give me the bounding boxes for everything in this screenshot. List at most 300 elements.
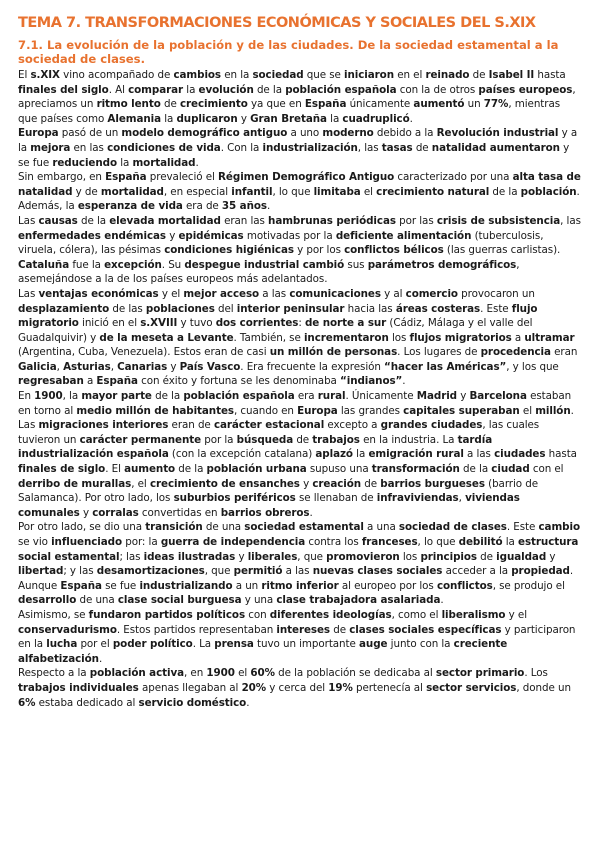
text-run: de bbox=[412, 141, 432, 154]
text-run: , que bbox=[297, 550, 327, 563]
text-run: Las bbox=[18, 214, 39, 227]
text-run: la bbox=[161, 112, 177, 125]
text-run: Por otro lado, se dio una bbox=[18, 521, 146, 534]
bold-text: debilitó bbox=[458, 536, 503, 548]
text-run: . bbox=[570, 404, 574, 417]
text-run: y una bbox=[241, 594, 277, 607]
bold-text: “hacer las Américas” bbox=[384, 360, 507, 373]
bold-text: trabajos individuales bbox=[18, 681, 139, 694]
text-run: contra los bbox=[305, 536, 362, 548]
bold-text: incrementaron bbox=[303, 331, 389, 344]
text-run: a las bbox=[463, 448, 495, 461]
bold-text: aplazó bbox=[315, 448, 353, 461]
bold-text: 77% bbox=[483, 98, 509, 111]
text-run: al europeo por los bbox=[338, 579, 437, 592]
bold-text: población bbox=[520, 185, 577, 198]
text-run: . Aunque bbox=[18, 565, 574, 592]
bold-text: corralas bbox=[92, 506, 139, 519]
bold-text: condiciones higiénicas bbox=[164, 244, 294, 257]
text-run: y se fue bbox=[18, 141, 570, 169]
text-run: . bbox=[98, 652, 103, 665]
text-run: y a la bbox=[18, 127, 578, 154]
text-run: , donde un bbox=[516, 681, 571, 694]
text-run: , mientras que países como bbox=[18, 98, 561, 125]
bold-text: migraciones interiores bbox=[38, 419, 169, 432]
bold-text: regresaban bbox=[18, 375, 84, 388]
text-run: se vio bbox=[18, 536, 52, 548]
text-run: . El bbox=[105, 463, 125, 476]
text-run: pasó de un bbox=[58, 127, 122, 140]
document-body bbox=[18, 68, 582, 710]
bold-text: España bbox=[105, 171, 147, 184]
bold-text: industrializando bbox=[139, 579, 233, 592]
bold-text: España bbox=[60, 579, 102, 592]
bold-text: reduciendo bbox=[52, 156, 117, 169]
document-title: TEMA 7. TRANSFORMACIONES ECONÓMICAS Y SOCIALES DEL S.XIX bbox=[18, 15, 536, 31]
bold-text: mejor acceso bbox=[183, 287, 260, 300]
text-run: , se produjo el bbox=[492, 579, 565, 592]
bold-text: Barcelona bbox=[469, 390, 527, 403]
text-run: por: la bbox=[122, 536, 161, 548]
text-run: en la industria. La bbox=[359, 433, 458, 446]
text-run: de la bbox=[253, 83, 286, 96]
bold-text: búsqueda bbox=[236, 433, 294, 446]
text-run: en las bbox=[70, 141, 108, 154]
text-run: del bbox=[214, 302, 237, 315]
text-run: eran de bbox=[168, 419, 214, 432]
text-run: apenas llegaban al bbox=[138, 681, 242, 694]
text-run: de la población se dedicaba al bbox=[274, 667, 436, 680]
bold-text: conflictos bélicos bbox=[344, 244, 444, 257]
text-run: de bbox=[293, 433, 313, 446]
text-run: y tuvo bbox=[177, 317, 216, 330]
bold-text: hambrunas periódicas bbox=[268, 214, 396, 227]
bold-text: Revolución industrial bbox=[436, 127, 559, 140]
text-run: inició en el bbox=[78, 317, 141, 330]
text-run: por el bbox=[77, 638, 113, 651]
bold-text: población urbana bbox=[206, 463, 307, 476]
bold-text: s.XVIII bbox=[140, 317, 178, 330]
bold-text: diferentes ideologías bbox=[269, 608, 392, 621]
paragraph bbox=[18, 126, 582, 170]
bold-text: 6% bbox=[18, 696, 36, 709]
text-run: : bbox=[298, 317, 305, 330]
text-run: , lo que bbox=[272, 185, 314, 198]
bold-text: clases sociales específicas bbox=[349, 623, 502, 636]
text-run: el bbox=[519, 404, 536, 417]
text-run: . bbox=[246, 696, 250, 709]
text-run: . Este bbox=[480, 302, 512, 315]
bold-text: 20% bbox=[241, 681, 267, 694]
bold-text: enfermedades endémicas bbox=[18, 229, 166, 242]
text-run: acceder a la bbox=[442, 565, 512, 578]
bold-text: conflictos bbox=[436, 579, 493, 592]
text-run: , que bbox=[204, 565, 234, 578]
text-run: y bbox=[235, 550, 248, 563]
text-run: . La bbox=[192, 638, 215, 651]
text-run: , en bbox=[184, 667, 207, 680]
text-run: y el bbox=[505, 608, 527, 621]
bold-text: Gran Bretaña bbox=[250, 112, 327, 125]
text-run: . Estos partidos representaban bbox=[116, 623, 277, 636]
bold-text: ciudad bbox=[491, 463, 530, 476]
text-run: (con la excepción catalana) bbox=[168, 448, 316, 461]
text-run: ya que en bbox=[247, 98, 305, 111]
text-run: de bbox=[476, 550, 497, 563]
bold-text: duplicaron bbox=[176, 112, 238, 125]
text-run: los bbox=[399, 550, 421, 563]
text-run: y bbox=[237, 112, 251, 125]
text-run: de bbox=[330, 623, 350, 636]
paragraph bbox=[18, 170, 582, 214]
bold-text: clase trabajadora asalariada bbox=[276, 594, 441, 607]
bold-text: flujo migratorio bbox=[18, 302, 538, 330]
bold-text: áreas costeras bbox=[395, 302, 481, 315]
text-run: (barrio de Salamanca). Por otro lado, los bbox=[18, 477, 538, 505]
text-run: , bbox=[56, 360, 64, 373]
text-run: provocaron un bbox=[457, 287, 535, 300]
text-run: de bbox=[361, 477, 381, 490]
bold-text: modelo demográfico antiguo bbox=[121, 127, 288, 140]
text-run: , en especial bbox=[163, 185, 232, 198]
text-run: a las bbox=[282, 565, 313, 578]
bold-text: aumentó bbox=[413, 98, 465, 111]
text-run: y el bbox=[158, 287, 184, 300]
text-run: . Los bbox=[524, 667, 548, 680]
text-run: . bbox=[440, 594, 444, 607]
text-run: (tuberculosis, viruela, cólera), las pésimas bbox=[18, 229, 544, 257]
bold-text: Régimen Demográfico Antiguo bbox=[218, 171, 395, 184]
text-run: , asemejándose a la de los países europeos más adelantados. bbox=[18, 258, 520, 286]
text-run: en la bbox=[221, 69, 253, 81]
text-run: los bbox=[388, 331, 410, 344]
paragraph bbox=[18, 418, 582, 520]
bold-text: propiedad bbox=[511, 565, 570, 578]
text-run: con bbox=[245, 608, 270, 621]
text-run: era bbox=[294, 390, 318, 403]
bold-text: s.XIX bbox=[30, 69, 60, 81]
text-run: la bbox=[117, 156, 133, 169]
bold-text: cambio bbox=[538, 521, 580, 534]
text-run: y de bbox=[72, 185, 101, 198]
text-run: y cerca del bbox=[266, 681, 329, 694]
text-run: . Los lugares de bbox=[397, 346, 481, 359]
text-run: , la bbox=[62, 390, 82, 403]
text-run: , las bbox=[357, 141, 382, 154]
text-run: . bbox=[409, 112, 413, 125]
text-run: sus bbox=[344, 258, 368, 271]
text-run: . Con la bbox=[220, 141, 263, 154]
bold-text: franceses bbox=[361, 536, 418, 548]
text-run: y bbox=[546, 550, 556, 563]
bold-text: sociedad de clases bbox=[398, 521, 507, 534]
bold-text: sector primario bbox=[435, 667, 525, 680]
bold-text: guerra de independencia bbox=[160, 536, 306, 548]
bold-text: España bbox=[96, 375, 138, 388]
bold-text: Asturias bbox=[63, 360, 111, 373]
paragraph bbox=[18, 520, 582, 608]
text-run: en el bbox=[394, 69, 426, 81]
bold-text: infraviviendas bbox=[376, 492, 459, 505]
bold-text: países europeos bbox=[478, 83, 573, 96]
bold-text: capitales superaban bbox=[403, 404, 520, 417]
text-run: . bbox=[195, 156, 199, 169]
text-run: , como el bbox=[391, 608, 442, 621]
bold-text: influenciado bbox=[51, 536, 122, 548]
bold-text: sociedad bbox=[252, 69, 304, 81]
bold-text: conservadurismo bbox=[18, 623, 117, 636]
text-run: Las bbox=[18, 419, 39, 432]
text-run: excepto a bbox=[324, 419, 381, 432]
text-run: de la bbox=[175, 463, 207, 476]
bold-text: ideas ilustradas bbox=[143, 550, 236, 563]
bold-text: dos corrientes bbox=[215, 317, 299, 330]
text-run: , el bbox=[131, 477, 150, 490]
bold-text: libertad bbox=[18, 565, 64, 578]
bold-text: principios bbox=[420, 550, 477, 563]
text-run: eran bbox=[550, 346, 578, 359]
text-run: con el bbox=[529, 463, 564, 476]
bold-text: deficiente alimentación bbox=[335, 229, 472, 242]
text-run: a uno bbox=[287, 127, 323, 140]
bold-text: moderno bbox=[322, 127, 374, 140]
bold-text: trabajos bbox=[312, 433, 360, 446]
bold-text: aumento bbox=[124, 463, 176, 476]
text-run: a bbox=[511, 331, 525, 344]
text-run: y bbox=[167, 360, 180, 373]
text-run: a un bbox=[232, 579, 262, 592]
bold-text: lucha bbox=[46, 638, 78, 651]
text-run: convertidas en bbox=[138, 506, 221, 519]
bold-text: creciente alfabetización bbox=[18, 638, 508, 665]
bold-text: España bbox=[304, 98, 347, 111]
text-run: vino acompañado de bbox=[59, 69, 174, 81]
text-run: (Cádiz, Málaga y el valle del Guadalquivir) y bbox=[18, 317, 533, 344]
bold-text: alta tasa de natalidad bbox=[18, 171, 581, 198]
text-run: de la bbox=[151, 390, 184, 403]
bold-text: crecimiento natural bbox=[376, 185, 490, 198]
bold-text: 1900 bbox=[34, 390, 63, 403]
section-title: 7.1. La evolución de la población y de las ciudades. De la sociedad estamental a la sociedad de clases. bbox=[18, 38, 559, 66]
bold-text: 60% bbox=[250, 667, 275, 680]
text-run: . bbox=[266, 200, 271, 213]
text-run: tuvo un importante bbox=[253, 638, 360, 651]
text-run: Sin embargo, en bbox=[18, 171, 106, 184]
bold-text: País Vasco bbox=[179, 360, 241, 373]
text-run: de la bbox=[489, 185, 521, 198]
text-run: a una bbox=[363, 521, 399, 534]
bold-text: Isabel II bbox=[488, 69, 535, 81]
bold-text: igualdad bbox=[496, 550, 547, 563]
text-run: de la bbox=[459, 463, 492, 476]
bold-text: Alemania bbox=[107, 112, 161, 125]
paragraph bbox=[18, 68, 582, 126]
bold-text: reinado bbox=[425, 69, 470, 81]
text-run: . Al bbox=[108, 83, 129, 96]
paragraph bbox=[18, 389, 582, 418]
bold-text: ritmo inferior bbox=[261, 579, 339, 592]
bold-text: liberales bbox=[247, 550, 298, 563]
bold-text: excepción bbox=[104, 258, 162, 271]
bold-text: 19% bbox=[328, 681, 353, 694]
text-run: , las bbox=[560, 214, 581, 227]
text-run: prevaleció el bbox=[146, 171, 219, 184]
text-run: , apreciamos un bbox=[18, 83, 576, 111]
bold-text: interior peninsular bbox=[236, 302, 345, 315]
text-run: la bbox=[326, 112, 343, 125]
text-run: Respecto a la bbox=[18, 667, 90, 680]
bold-text: epidémicas bbox=[178, 229, 244, 242]
paragraph bbox=[18, 287, 582, 389]
bold-text: permitió bbox=[233, 565, 283, 578]
paragraph bbox=[18, 666, 582, 710]
text-run: y bbox=[457, 390, 470, 403]
bold-text: cambios bbox=[173, 69, 222, 81]
bold-text: ciudades bbox=[494, 448, 546, 461]
bold-text: flujos migratorios bbox=[409, 331, 512, 344]
text-run: estaban en torno al bbox=[18, 390, 572, 417]
bold-text: de la meseta a Levante bbox=[99, 331, 234, 344]
bold-text: ritmo lento bbox=[96, 98, 161, 111]
bold-text: evolución bbox=[198, 83, 254, 96]
bold-text: millón bbox=[535, 404, 571, 417]
text-run: se fue bbox=[101, 579, 140, 592]
text-run: y bbox=[299, 477, 313, 490]
text-run: por las bbox=[395, 214, 437, 227]
bold-text: despegue industrial cambió bbox=[184, 258, 345, 271]
text-run: , y los que bbox=[506, 360, 559, 373]
bold-text: nuevas clases sociales bbox=[312, 565, 443, 578]
text-run: se llenaban de bbox=[295, 492, 377, 505]
bold-text: causas bbox=[38, 214, 78, 227]
bold-text: sector servicios bbox=[426, 681, 517, 694]
text-run: con éxito y fortuna se les denominaba bbox=[137, 375, 341, 388]
bold-text: mortalidad bbox=[132, 156, 196, 169]
text-run: y bbox=[79, 506, 93, 519]
bold-text: ultramar bbox=[524, 331, 575, 344]
text-run: hasta bbox=[545, 448, 577, 461]
text-run: ; y las bbox=[63, 565, 97, 578]
text-run: el bbox=[360, 185, 377, 198]
bold-text: transición bbox=[145, 521, 203, 534]
text-run: únicamente bbox=[346, 98, 414, 111]
bold-text: tasas bbox=[381, 141, 413, 154]
bold-text: mortalidad bbox=[100, 185, 164, 198]
text-run: . Además, la bbox=[18, 185, 580, 213]
text-run: hacia las bbox=[344, 302, 396, 315]
text-run: con la de otros bbox=[396, 83, 479, 96]
bold-text: “indianos” bbox=[340, 375, 403, 388]
text-run: (las guerras carlistas). bbox=[443, 244, 561, 257]
text-run: Asimismo, se bbox=[18, 608, 89, 621]
bold-text: 35 años bbox=[221, 200, 267, 213]
text-run: un bbox=[464, 98, 484, 111]
text-run: el bbox=[234, 667, 251, 680]
bold-text: condiciones de vida bbox=[107, 141, 221, 154]
text-run: y al bbox=[380, 287, 406, 300]
bold-text: cuadruplicó bbox=[342, 112, 410, 125]
bold-text: tardía industrialización española bbox=[18, 433, 493, 461]
bold-text: infantil bbox=[231, 185, 273, 198]
text-run: de bbox=[469, 69, 489, 81]
bold-text: procedencia bbox=[480, 346, 551, 359]
bold-text: clase social burguesa bbox=[117, 594, 242, 607]
text-run: a bbox=[83, 375, 97, 388]
text-run: estaba dedicado al bbox=[35, 696, 139, 709]
bold-text: comparar bbox=[128, 83, 184, 96]
text-run: la bbox=[502, 536, 519, 548]
text-run: fue la bbox=[69, 258, 105, 271]
bold-text: iniciaron bbox=[344, 69, 394, 81]
paragraph bbox=[18, 214, 582, 258]
text-run: hasta bbox=[534, 69, 566, 81]
bold-text: rural bbox=[317, 390, 346, 403]
text-run: pertenecía al bbox=[352, 681, 427, 694]
text-run: , las cuales tuvieron un bbox=[18, 419, 540, 446]
bold-text: derribo de murallas bbox=[18, 477, 132, 490]
bold-text: viviendas comunales bbox=[18, 492, 520, 519]
text-run: de bbox=[160, 98, 180, 111]
text-run: (Argentina, Cuba, Venezuela). Estos eran de casi bbox=[18, 346, 270, 359]
bold-text: Europa bbox=[18, 127, 59, 140]
bold-text: limitaba bbox=[313, 185, 361, 198]
text-run: , lo que bbox=[417, 536, 459, 548]
text-run: , cuando en bbox=[233, 404, 298, 417]
bold-text: liberalismo bbox=[441, 608, 506, 621]
text-run: debido a la bbox=[373, 127, 437, 140]
bold-text: poblaciones bbox=[145, 302, 215, 315]
bold-text: mayor parte bbox=[81, 390, 152, 403]
text-run: a las bbox=[259, 287, 290, 300]
bold-text: grandes ciudades bbox=[380, 419, 483, 432]
bold-text: carácter estacional bbox=[213, 419, 325, 432]
text-run: de una bbox=[76, 594, 118, 607]
bold-text: transformación bbox=[371, 463, 460, 476]
text-run: . Este bbox=[506, 521, 539, 534]
text-run: , bbox=[458, 492, 466, 505]
text-run: de las bbox=[109, 302, 146, 315]
bold-text: servicio doméstico bbox=[138, 696, 247, 709]
bold-text: sociedad estamental bbox=[244, 521, 364, 534]
bold-text: fundaron partidos políticos bbox=[88, 608, 246, 621]
bold-text: esperanza de vida bbox=[77, 200, 183, 213]
bold-text: elevada mortalidad bbox=[109, 214, 221, 227]
bold-text: desarrollo bbox=[18, 594, 77, 607]
text-run: . Su bbox=[161, 258, 185, 271]
paragraph bbox=[18, 608, 582, 666]
bold-text: intereses bbox=[276, 623, 331, 636]
bold-text: natalidad aumentaron bbox=[431, 141, 560, 154]
text-run: la bbox=[352, 448, 369, 461]
bold-text: promovieron bbox=[326, 550, 400, 563]
text-run: . Únicamente bbox=[345, 390, 417, 403]
text-run: por la bbox=[201, 433, 237, 446]
bold-text: un millón de personas bbox=[269, 346, 398, 359]
text-run: de una bbox=[202, 521, 245, 534]
bold-text: Canarias bbox=[117, 360, 168, 373]
bold-text: crecimiento de ensanches bbox=[149, 477, 300, 490]
bold-text: población española bbox=[183, 390, 295, 403]
bold-text: poder político bbox=[112, 638, 193, 651]
text-run: la bbox=[183, 83, 199, 96]
bold-text: industrialización bbox=[262, 141, 358, 154]
bold-text: desplazamiento bbox=[18, 302, 110, 315]
bold-text: prensa bbox=[214, 638, 254, 651]
text-run: . bbox=[309, 506, 313, 519]
text-run: . Era frecuente la expresión bbox=[240, 360, 385, 373]
bold-text: Europa bbox=[297, 404, 338, 417]
paragraph bbox=[18, 258, 582, 287]
